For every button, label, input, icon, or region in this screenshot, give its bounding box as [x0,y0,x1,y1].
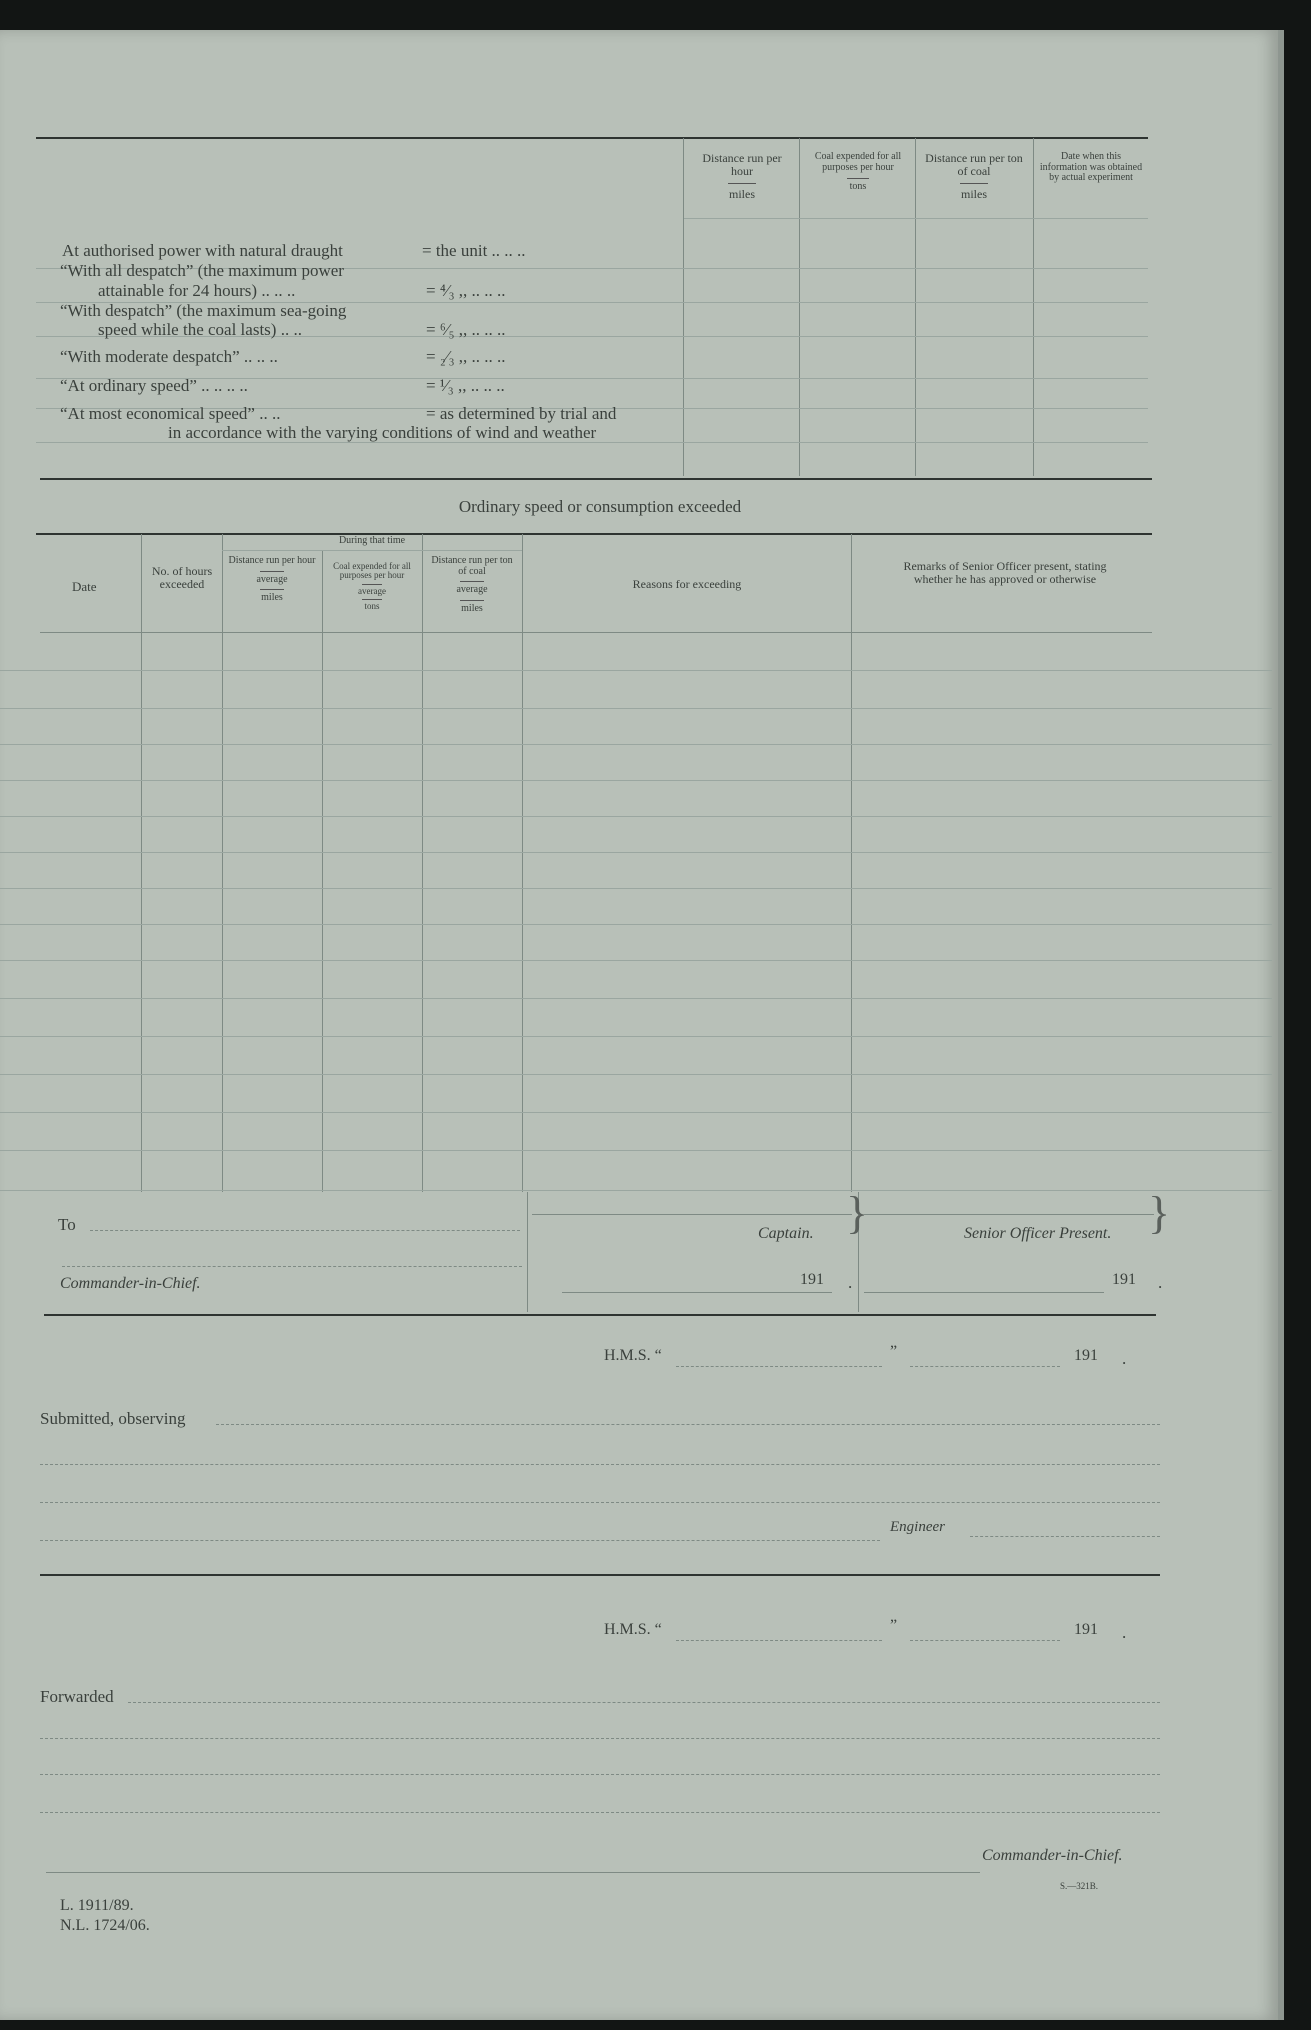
top-col-divider [683,138,684,476]
to-label: To [58,1215,76,1234]
lower-row-rule [0,744,1272,745]
date-line [910,1640,1060,1641]
col-unit: tons [364,601,380,612]
top-rule [36,137,1148,139]
year-label: 191 [1112,1271,1136,1288]
forward-line [128,1702,1160,1703]
lower-header-bottom-rule [40,632,1152,633]
footer-ref-2: N.L. 1724/06. [60,1917,150,1934]
header-title: Coal expended for all purposes per hour [814,151,902,173]
lower-row-rule [0,960,1272,961]
cic-label: Commander-in-Chief. [982,1847,1123,1864]
row-label: attainable for 24 hours) .. .. .. [98,281,296,300]
row-rule [36,442,1148,443]
lower-row-rule [0,780,1272,781]
lower-row-rule [0,670,1272,671]
top-header-date [1038,152,1144,184]
lower-row-rule [0,1074,1272,1075]
period: . [1158,1273,1163,1292]
lower-table-top-rule [36,533,1152,535]
captain-line [532,1214,852,1215]
lower-row-rule [0,1150,1272,1151]
row-label: “With all despatch” (the maximum power [60,261,344,280]
section-title: Ordinary speed or consumption exceeded [458,497,742,516]
observation-line [40,1502,1160,1503]
col-header-reasons: Reasons for exceeding [632,577,742,591]
top-table-bottom-rule [40,478,1152,480]
lower-row-rule [0,924,1272,925]
row-value: = the unit .. .. .. [422,241,526,260]
hms-label: H.M.S. “ [604,1621,662,1638]
forwarded-label: Forwarded [40,1687,114,1706]
row-value: = ¹⁄₃ ,, .. .. .. [426,376,505,395]
engineer-sign-line [970,1536,1160,1537]
senior-line [864,1214,1154,1215]
top-col-divider [915,138,916,476]
row-label: speed while the coal lasts) .. .. [98,320,302,339]
observation-line [40,1464,1160,1465]
row-label: “At ordinary speed” .. .. .. .. [60,376,248,395]
year-label: 191 [800,1271,824,1288]
form-page [0,30,1284,2020]
close-quote: ” [890,1343,898,1360]
col-unit: miles [461,602,483,614]
col-title: Distance run per ton of coal [431,555,513,577]
row-label: “At most economical speed” .. .. [60,404,281,423]
header-unit: tons [849,181,867,192]
col-unit: miles [261,592,283,603]
period: . [848,1273,853,1292]
row-value: = as determined by trial and [426,404,617,423]
close-quote: ” [890,1617,898,1634]
col-sub: average [456,584,488,595]
lower-row-rule [0,1190,1272,1191]
to-line-2 [62,1266,522,1267]
footer-ref-1: L. 1911/89. [60,1897,134,1914]
lower-row-rule [0,1036,1272,1037]
col-sub: average [358,585,386,596]
top-col-divider [1033,138,1034,476]
top-header-distance [690,152,794,201]
header-title: Distance run per ton of coal [925,151,1023,178]
row-label: “With moderate despatch” .. .. .. [60,347,278,366]
row-value: = ₂⁄₃ ,, .. .. .. [426,347,506,366]
col-header-coal [326,562,418,612]
col-title: Coal expended for all purposes per hour [333,561,411,581]
observation-line [216,1424,1160,1425]
lower-row-rule [0,708,1272,709]
year-label: 191 [1074,1621,1098,1638]
lower-col-divider [322,550,323,1192]
header-unit: miles [961,187,987,202]
to-line [90,1230,520,1231]
lower-row-rule [0,816,1272,817]
col-header-remarks: Remarks of Senior Officer present, stating whether he has approved or otherwise [903,559,1107,586]
date-line [864,1292,1104,1293]
row-label: At authorised power with natural draught [62,241,343,260]
lower-row-rule [0,998,1272,999]
forward-line [40,1774,1160,1775]
engineer-bottom-rule [40,1574,1160,1576]
col-title: Distance run per hour [228,555,316,566]
ship-name-line [676,1366,882,1367]
header-bottom-rule [684,218,1148,219]
group-header: During that time [338,535,406,546]
senior-label: Senior Officer Present. [964,1225,1112,1242]
sig-bottom-rule [44,1314,1156,1316]
observation-line [40,1540,880,1541]
lower-row-rule [0,1112,1272,1113]
date-line [562,1292,832,1293]
cic-sign-line [46,1872,980,1873]
period: . [1122,1623,1127,1642]
header-title: Distance run per hour [702,151,782,178]
group-header-rule [222,550,522,551]
footer-code: S.—321B. [1060,1881,1099,1891]
col-header-hours: No. of hours exceeded [151,564,213,591]
lower-row-rule [0,852,1272,853]
top-col-divider [799,138,800,476]
date-line [910,1366,1060,1367]
top-header-perton [920,152,1028,201]
col-header-distance [226,556,318,604]
header-title: Date when this information was obtained by actual experiment [1039,151,1143,183]
forward-line [40,1738,1160,1739]
captain-label: Captain. [758,1225,814,1242]
submitted-label: Submitted, observing [40,1409,186,1428]
cic-label: Commander-in-Chief. [60,1275,201,1292]
brace: } [846,1187,869,1238]
row-value: = ⁴⁄₃ ,, .. .. .. [426,281,506,300]
header-unit: miles [729,187,755,202]
col-sub: average [256,573,288,585]
lower-row-rule [0,888,1272,889]
ship-name-line [676,1640,882,1641]
brace: } [1148,1187,1171,1238]
top-header-coal [806,152,910,193]
col-header-perton [426,556,518,614]
col-header-date: Date [72,579,97,594]
period: . [1122,1349,1127,1368]
year-label: 191 [1074,1347,1098,1364]
forward-line [40,1812,1160,1813]
row-label: in accordance with the varying conditions of wind and weather [168,423,597,442]
engineer-label: Engineer [890,1519,945,1535]
sig-divider [527,1192,528,1312]
hms-label: H.M.S. “ [604,1347,662,1364]
row-value: = ⁶⁄₅ ,, .. .. .. [426,320,506,339]
row-label: “With despatch” (the maximum sea-going [60,301,347,320]
